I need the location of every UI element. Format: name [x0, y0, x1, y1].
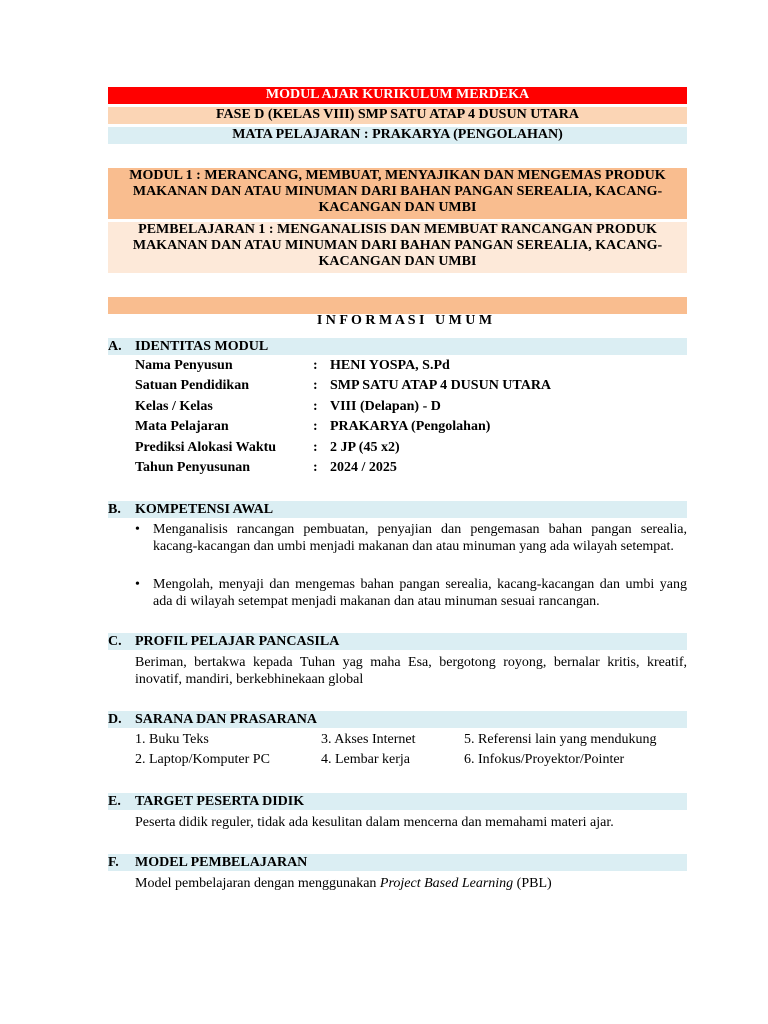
model-text-italic: Project Based Learning: [379, 876, 514, 891]
section-d-title: SARANA DAN PRASARANA: [135, 712, 318, 727]
section-c-letter: C.: [108, 634, 122, 649]
section-e-title: TARGET PESERTA DIDIK: [135, 794, 305, 809]
identity-row: [135, 458, 687, 478]
identity-key: Kelas / Kelas: [135, 399, 213, 414]
subject-band: [108, 127, 687, 144]
section-f-header: [108, 854, 687, 871]
section-b-letter: B.: [108, 502, 121, 517]
identity-value: HENI YOSPA, S.Pd: [330, 358, 450, 373]
bullet-icon: •: [135, 577, 140, 592]
sarana-item: 5. Referensi lain yang mendukung: [464, 732, 657, 747]
section-e-header: [108, 793, 687, 810]
bullet-text: Mengolah, menyaji dan mengemas bahan pangan serealia, kacang-kacangan dan umbi yang ada di wilayah setempat menjadi makanan dan atau minuman sesuai rancangan.: [153, 577, 687, 609]
section-f-letter: F.: [108, 855, 119, 870]
identity-colon: :: [313, 358, 318, 373]
section-e-letter: E.: [108, 794, 121, 809]
identity-value: SMP SATU ATAP 4 DUSUN UTARA: [330, 378, 552, 393]
module-title-band: [108, 87, 687, 104]
sarana-item: 4. Lembar kerja: [321, 752, 411, 767]
section-d-letter: D.: [108, 712, 122, 727]
informasi-umum-title: I N F O R M A S I U M U M: [316, 313, 493, 328]
sarana-item: 3. Akses Internet: [321, 732, 416, 747]
identity-row: [135, 356, 687, 376]
bullet-text: Menganalisis rancangan pembuatan, penyajian dan pengemasan bahan pangan serealia, kacang-kacangan dan umbi menjadi makanan dan atau minuman yang ada wilayah setempat.: [153, 522, 687, 554]
target-text: Peserta didik reguler, tidak ada kesulitan dalam mencerna dan memahami materi ajar.: [135, 815, 614, 830]
identity-colon: :: [313, 378, 318, 393]
section-b-header: [108, 501, 687, 518]
section-a-letter: A.: [108, 339, 122, 354]
phase-title: FASE D (KELAS VIII) SMP SATU ATAP 4 DUSUN UTARA: [216, 107, 579, 122]
bullet-icon: •: [135, 522, 140, 537]
model-text: [135, 875, 687, 892]
module-title: MODUL AJAR KURIKULUM MERDEKA: [265, 87, 530, 102]
section-f-title: MODEL PEMBELAJARAN: [135, 855, 308, 870]
subject-title: MATA PELAJARAN : PRAKARYA (PENGOLAHAN): [232, 127, 563, 142]
model-text-before: Model pembelajaran dengan menggunakan: [135, 876, 380, 891]
identity-row: [135, 438, 687, 458]
section-d-header: [108, 711, 687, 728]
identity-colon: :: [313, 460, 318, 475]
sarana-item: 2. Laptop/Komputer PC: [135, 752, 270, 767]
section-b-title: KOMPETENSI AWAL: [135, 502, 274, 517]
identity-row: [135, 376, 687, 396]
informasi-umum-band: [108, 297, 687, 328]
identity-key: Satuan Pendidikan: [135, 378, 249, 393]
identity-value: 2 JP (45 x2): [330, 440, 400, 455]
phase-band: [108, 107, 687, 124]
section-a-title: IDENTITAS MODUL: [135, 339, 269, 354]
pembelajaran-title: PEMBELAJARAN 1 : MENGANALISIS DAN MEMBUAT RANCANGAN PRODUK MAKANAN DAN ATAU MINUMAN DARI BAHAN PANGAN SEREALIA, KACANG-KACANGAN DAN UMBI: [132, 222, 663, 269]
identity-colon: :: [313, 419, 318, 434]
profil-text: Beriman, bertakwa kepada Tuhan yag maha Esa, bergotong royong, bernalar kritis, kreatif, inovatif, mandiri, berkebhinekaan global: [135, 655, 687, 687]
identity-colon: :: [313, 440, 318, 455]
pembelajaran-band: [108, 222, 687, 273]
section-c-title: PROFIL PELAJAR PANCASILA: [135, 634, 340, 649]
sarana-item: 1. Buku Teks: [135, 732, 209, 747]
identity-key: Nama Penyusun: [135, 358, 233, 373]
identity-colon: :: [313, 399, 318, 414]
modul-band: [108, 168, 687, 219]
identity-value: PRAKARYA (Pengolahan): [330, 419, 491, 434]
identity-key: Prediksi Alokasi Waktu: [135, 440, 277, 455]
identity-value: VIII (Delapan) - D: [330, 399, 441, 414]
model-text-after: (PBL): [513, 876, 552, 891]
identity-value: 2024 / 2025: [330, 460, 397, 475]
sarana-item: 6. Infokus/Proyektor/Pointer: [464, 752, 625, 767]
identity-row: [135, 417, 687, 437]
identity-row: [135, 397, 687, 417]
identity-key: Tahun Penyusunan: [135, 460, 251, 475]
section-a-header: [108, 338, 687, 355]
modul-title: MODUL 1 : MERANCANG, MEMBUAT, MENYAJIKAN DAN MENGEMAS PRODUK MAKANAN DAN ATAU MINUMAN DARI BAHAN PANGAN SEREALIA, KACANG-KACANGAN DAN UMBI: [129, 168, 666, 215]
list-item: [135, 576, 687, 610]
identity-key: Mata Pelajaran: [135, 419, 229, 434]
section-c-header: [108, 633, 687, 650]
list-item: [135, 521, 687, 555]
